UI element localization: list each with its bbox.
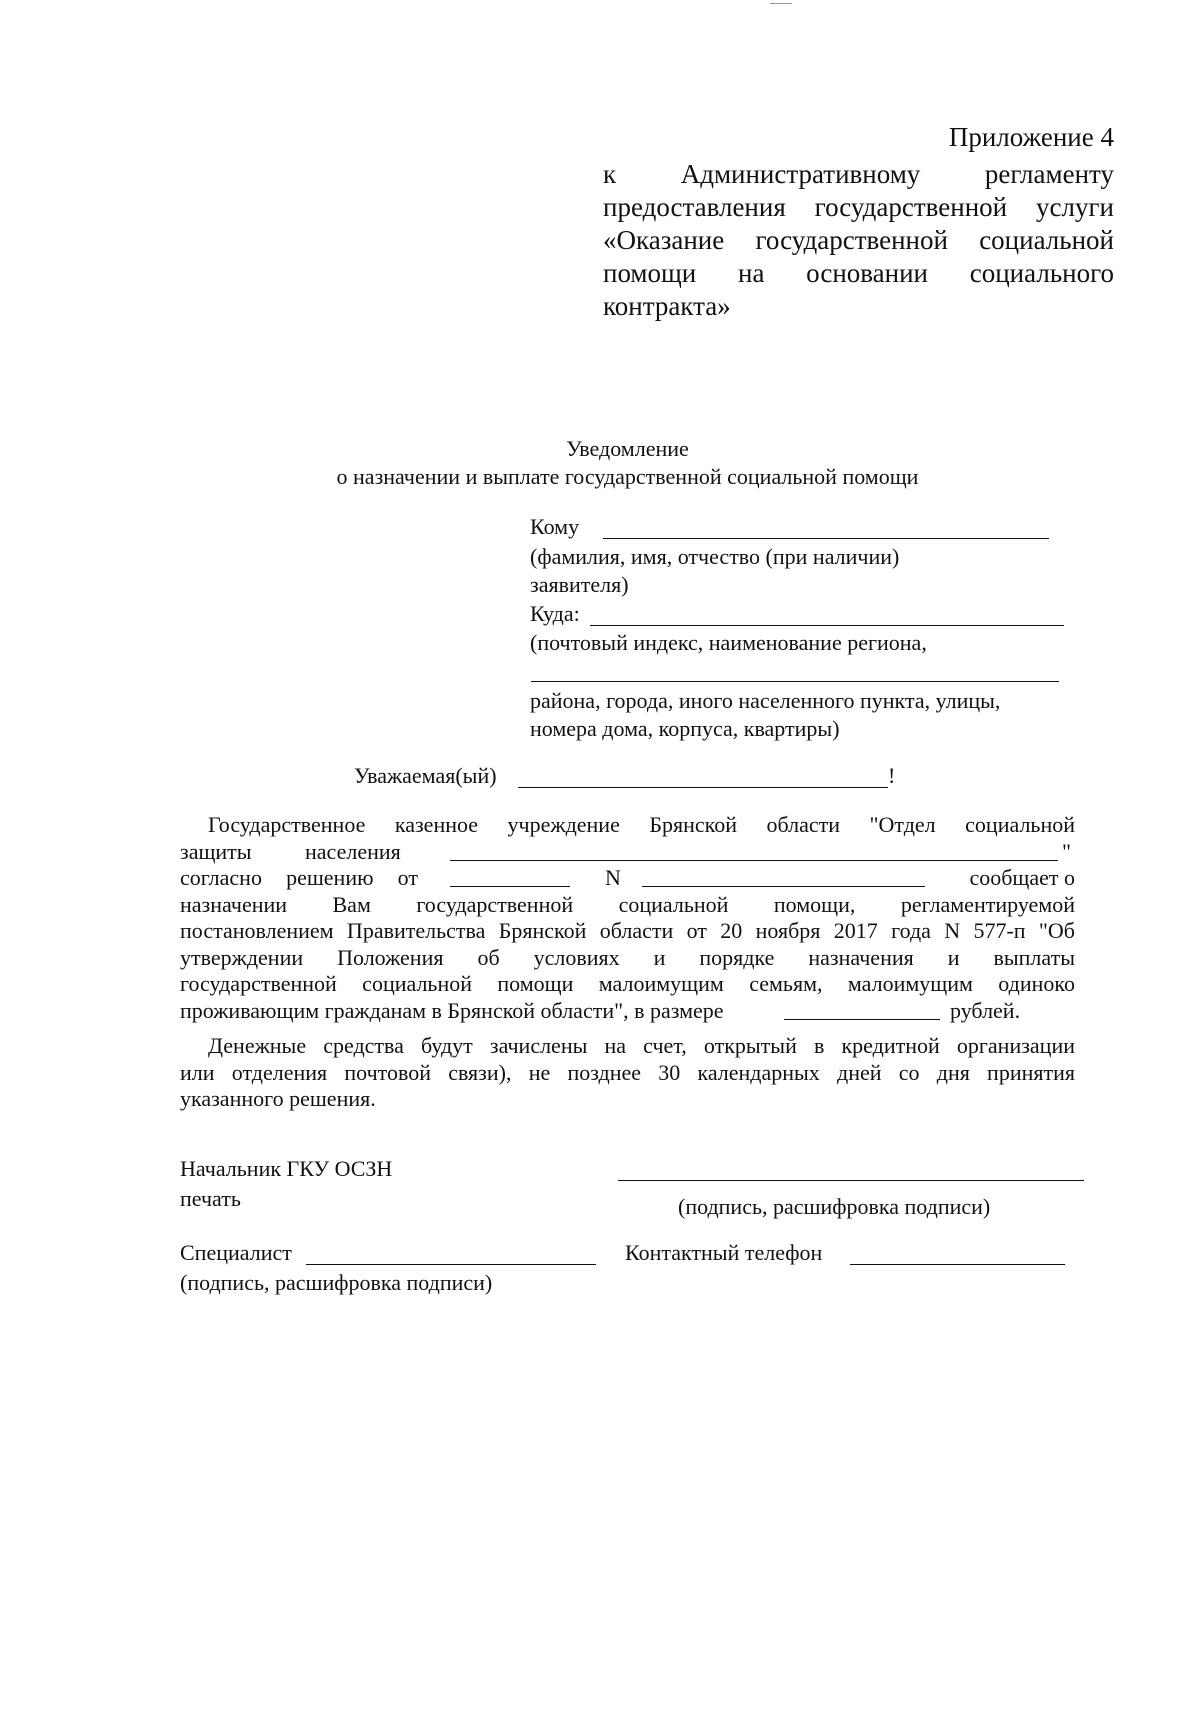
p1-line-2 — [180, 839, 1075, 866]
appendix-word: социального — [969, 258, 1114, 288]
p1-line-3-a: согласно решению от — [180, 865, 418, 890]
decision-number-field[interactable] — [642, 886, 925, 887]
scan-mark — [770, 0, 792, 4]
appendix-line — [603, 257, 1114, 290]
p1-line-2-b: населения — [305, 838, 401, 864]
notice-title: Уведомление — [566, 436, 689, 461]
p1-line-8-b: рублей. — [950, 997, 1021, 1023]
specialist-field[interactable] — [306, 1264, 596, 1265]
paragraph-2 — [180, 1033, 1075, 1113]
p2-line-1: Денежные средства будут зачислены на счет, открытый в кредитной организации — [208, 1033, 1075, 1058]
head-signature-hint: (подпись, расшифровка подписи) — [678, 1194, 991, 1219]
where-field[interactable] — [590, 625, 1064, 626]
appendix-word: «Оказание — [603, 225, 725, 255]
p1-line-3-n: N — [605, 865, 621, 890]
greeting-end: ! — [888, 763, 896, 788]
appendix-word: на — [738, 258, 765, 288]
appendix-line — [603, 191, 1114, 224]
p1-line-8 — [180, 998, 1075, 1025]
appendix-word: регламенту — [984, 159, 1114, 189]
appendix-title: Приложение 4 — [948, 122, 1114, 152]
greeting-label: Уважаемая(ый) — [354, 763, 497, 788]
appendix-block — [603, 158, 1114, 323]
p1-line-4: назначении Вам государственной социальной помощи, регламентируемой — [180, 891, 1075, 917]
p2-line-2: или отделения почтовой связи), не позднее 30 календарных дней со дня принятия — [180, 1059, 1075, 1085]
phone-field[interactable] — [850, 1264, 1065, 1265]
where-label: Куда: — [530, 601, 580, 626]
appendix-word: государственной — [755, 225, 948, 255]
where-field-2[interactable] — [531, 681, 1059, 682]
appendix-word: Административному — [680, 159, 921, 189]
greeting-name-field[interactable] — [518, 787, 888, 788]
appendix-line — [603, 224, 1114, 257]
amount-field[interactable] — [784, 1019, 940, 1020]
appendix-word: государственной — [814, 192, 1008, 222]
paragraph-1 — [180, 812, 1075, 1024]
p1-line-5: постановлением Правительства Брянской области от 20 ноября 2017 года N 577-п "Об — [180, 918, 1075, 943]
notice-subtitle: о назначении и выплате государственной социальной помощи — [336, 464, 919, 489]
to-hint: (фамилия, имя, отчество (при наличии) — [530, 544, 900, 569]
p1-line-1: Государственное казенное учреждение Брянской области "Отдел социальной — [208, 812, 1075, 837]
stamp-label: печать — [180, 1186, 241, 1211]
p1-line-2-quote: " — [1062, 838, 1071, 864]
appendix-word: к — [603, 159, 617, 189]
decision-date-field[interactable] — [450, 886, 570, 887]
p1-line-3-b: сообщает о — [969, 865, 1075, 890]
p1-line-8-a: проживающим гражданам в Брянской области", в размере — [180, 997, 724, 1023]
appendix-line — [603, 158, 1114, 191]
appendix-word: предоставления — [603, 192, 786, 222]
office-name-field[interactable] — [450, 860, 1058, 861]
head-signature-field[interactable] — [618, 1180, 1084, 1181]
p1-line-3 — [180, 865, 1075, 892]
where-hint-3: номера дома, корпуса, квартиры) — [530, 716, 840, 741]
p2-line-3: указанного решения. — [180, 1086, 376, 1111]
specialist-label: Специалист — [180, 1240, 292, 1265]
p1-line-6: утверждении Положения об условиях и порядке назначения и выплаты — [180, 944, 1075, 970]
to-field[interactable] — [603, 538, 1049, 539]
where-hint-2: района, города, иного населенного пункта, улицы, — [530, 688, 1001, 713]
to-hint-2: заявителя) — [530, 572, 629, 597]
head-title: Начальник ГКУ ОСЗН — [180, 1156, 393, 1181]
to-label: Кому — [530, 514, 580, 539]
phone-label: Контактный телефон — [625, 1240, 823, 1265]
appendix-word: основании — [806, 258, 929, 288]
appendix-line — [603, 290, 1114, 323]
appendix-word: услуги — [1036, 192, 1114, 222]
appendix-word: помощи — [603, 258, 697, 288]
p1-line-2-a: защиты — [180, 838, 252, 864]
p1-line-7: государственной социальной помощи малоимущим семьям, малоимущим одиноко — [180, 971, 1075, 996]
appendix-word: контракта» — [603, 291, 731, 321]
specialist-hint: (подпись, расшифровка подписи) — [180, 1270, 493, 1295]
appendix-word: социальной — [979, 225, 1114, 255]
where-hint: (почтовый индекс, наименование региона, — [530, 630, 927, 655]
